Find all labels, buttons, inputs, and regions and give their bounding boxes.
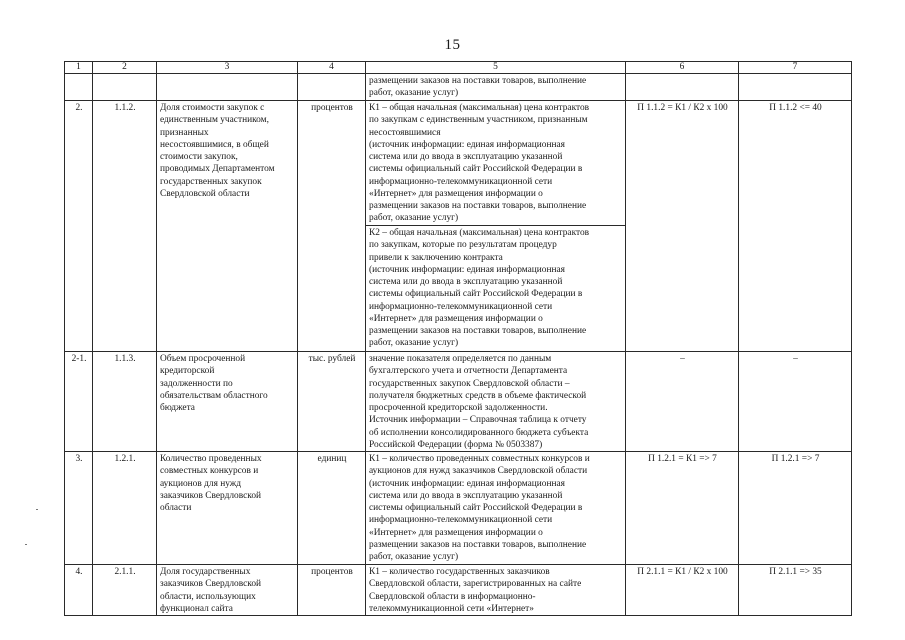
indicator-code-cell: 1.2.1. (93, 452, 157, 565)
indicators-table (64, 61, 852, 616)
indicator-name: Объем просроченной кредиторской задолженности по обязательствам областного бюджета (160, 354, 268, 413)
unit-cell: процентов (298, 101, 366, 352)
target-cell (739, 74, 852, 101)
row-number-cell: 4. (65, 565, 93, 616)
indicator-name-cell (157, 565, 298, 616)
description-text: К1 – количество проведенных совместных конкурсов и аукционов для нужд заказчиков Свердловской области (источник информации: единая информационная система или до ввода в эксплуатацию указанной системы официальный сайт Российской Федерации в информационно-телекоммуникационной сети «Интернет» для размещения информации о размещении заказов на поставки товаров, выполнение работ, оказание услуг) (369, 454, 590, 562)
unit-cell: тыс. рублей (298, 352, 366, 452)
description-text: К1 – общая начальная (максимальная) цена контрактов по закупкам с единственным участником, признанным несостоявшимися (источник информации: единая информационная система или до ввода в эксплуатацию указанной системы официальный сайт Российской Федерации в информационно-телекоммуникационной сети «Интернет» для размещения информации о размещении заказов на поставки товаров, выполнение работ, оказание услуг) (369, 103, 590, 224)
description-cell (366, 352, 626, 452)
description-cell (366, 101, 626, 226)
row-number-cell: 2. (65, 101, 93, 352)
unit-cell: процентов (298, 565, 366, 616)
column-header: 4 (298, 62, 366, 74)
indicator-name: Количество проведенных совместных конкурсов и аукционов для нужд заказчиков Свердловской области (160, 454, 262, 513)
formula-cell: П 1.2.1 = К1 => 7 (626, 452, 739, 565)
column-header: 2 (93, 62, 157, 74)
formula-cell: П 1.1.2 = К1 / К2 х 100 (626, 101, 739, 352)
indicator-name: Доля стоимости закупок с единственным участником, признанных несостоявшимися, в общей стоимости закупок, проводимых Департаментом государственных закупок Свердловской области (160, 103, 275, 199)
description-text: К1 – количество государственных заказчиков Свердловской области, зарегистрированных на сайте Свердловской области в информационно- телекоммуникационной сети «Интернет» (369, 567, 582, 614)
page-number: 15 (444, 37, 461, 53)
indicator-name-cell (157, 352, 298, 452)
scan-speck (36, 509, 38, 510)
column-header: 6 (626, 62, 739, 74)
target-cell: – (739, 352, 852, 452)
formula-cell: – (626, 352, 739, 452)
indicator-code-cell (93, 74, 157, 101)
row-number-cell: 2-1. (65, 352, 93, 452)
indicator-name: Доля государственных заказчиков Свердловской области, использующих функционал сайта (160, 567, 262, 614)
column-header: 1 (65, 62, 93, 74)
description-cell (366, 452, 626, 565)
unit-cell (298, 74, 366, 101)
indicator-code-cell: 1.1.3. (93, 352, 157, 452)
scan-speck (25, 544, 27, 545)
row-number-cell (65, 74, 93, 101)
table-row-continuation (65, 74, 852, 101)
indicator-code-cell: 2.1.1. (93, 565, 157, 616)
description-cell (366, 226, 626, 352)
description-text: значение показателя определяется по данным бухгалтерского учета и отчетности Департамента государственных закупок Свердловской области – получателя бюджетных средств в объеме фактической просроченной кредиторской задолженности. Источник информации – Справочная таблица к отчету об исполнении консолидированного бюджета субъекта Российской Федерации (форма № 0503387) (369, 354, 589, 450)
indicator-name-cell (157, 101, 298, 352)
table-row (65, 352, 852, 452)
indicator-name-cell (157, 452, 298, 565)
column-header: 3 (157, 62, 298, 74)
formula-cell (626, 74, 739, 101)
unit-cell: единиц (298, 452, 366, 565)
target-cell: П 1.1.2 <= 40 (739, 101, 852, 352)
table-row (65, 565, 852, 616)
table-row (65, 452, 852, 565)
target-cell: П 2.1.1 => 35 (739, 565, 852, 616)
column-header: 7 (739, 62, 852, 74)
row-number-cell: 3. (65, 452, 93, 565)
description-cell (366, 74, 626, 101)
formula-cell: П 2.1.1 = К1 / К2 х 100 (626, 565, 739, 616)
indicator-name-cell (157, 74, 298, 101)
description-text: К2 – общая начальная (максимальная) цена контрактов по закупкам, которые по результатам процедур привели к заключению контракта (источник информации: единая информационная система или до ввода в эксплуатацию указанной системы официальный сайт Российской Федерации в информационно-телекоммуникационной сети «Интернет» для размещения информации о размещении заказов на поставки товаров, выполнение работ, оказание услуг) (369, 228, 590, 349)
description-text: размещении заказов на поставки товаров, выполнение работ, оказание услуг) (369, 76, 587, 99)
table-row (65, 101, 852, 226)
indicator-code-cell: 1.1.2. (93, 101, 157, 352)
target-cell: П 1.2.1 => 7 (739, 452, 852, 565)
description-cell (366, 565, 626, 616)
column-header: 5 (366, 62, 626, 74)
table-header-row (65, 62, 852, 74)
